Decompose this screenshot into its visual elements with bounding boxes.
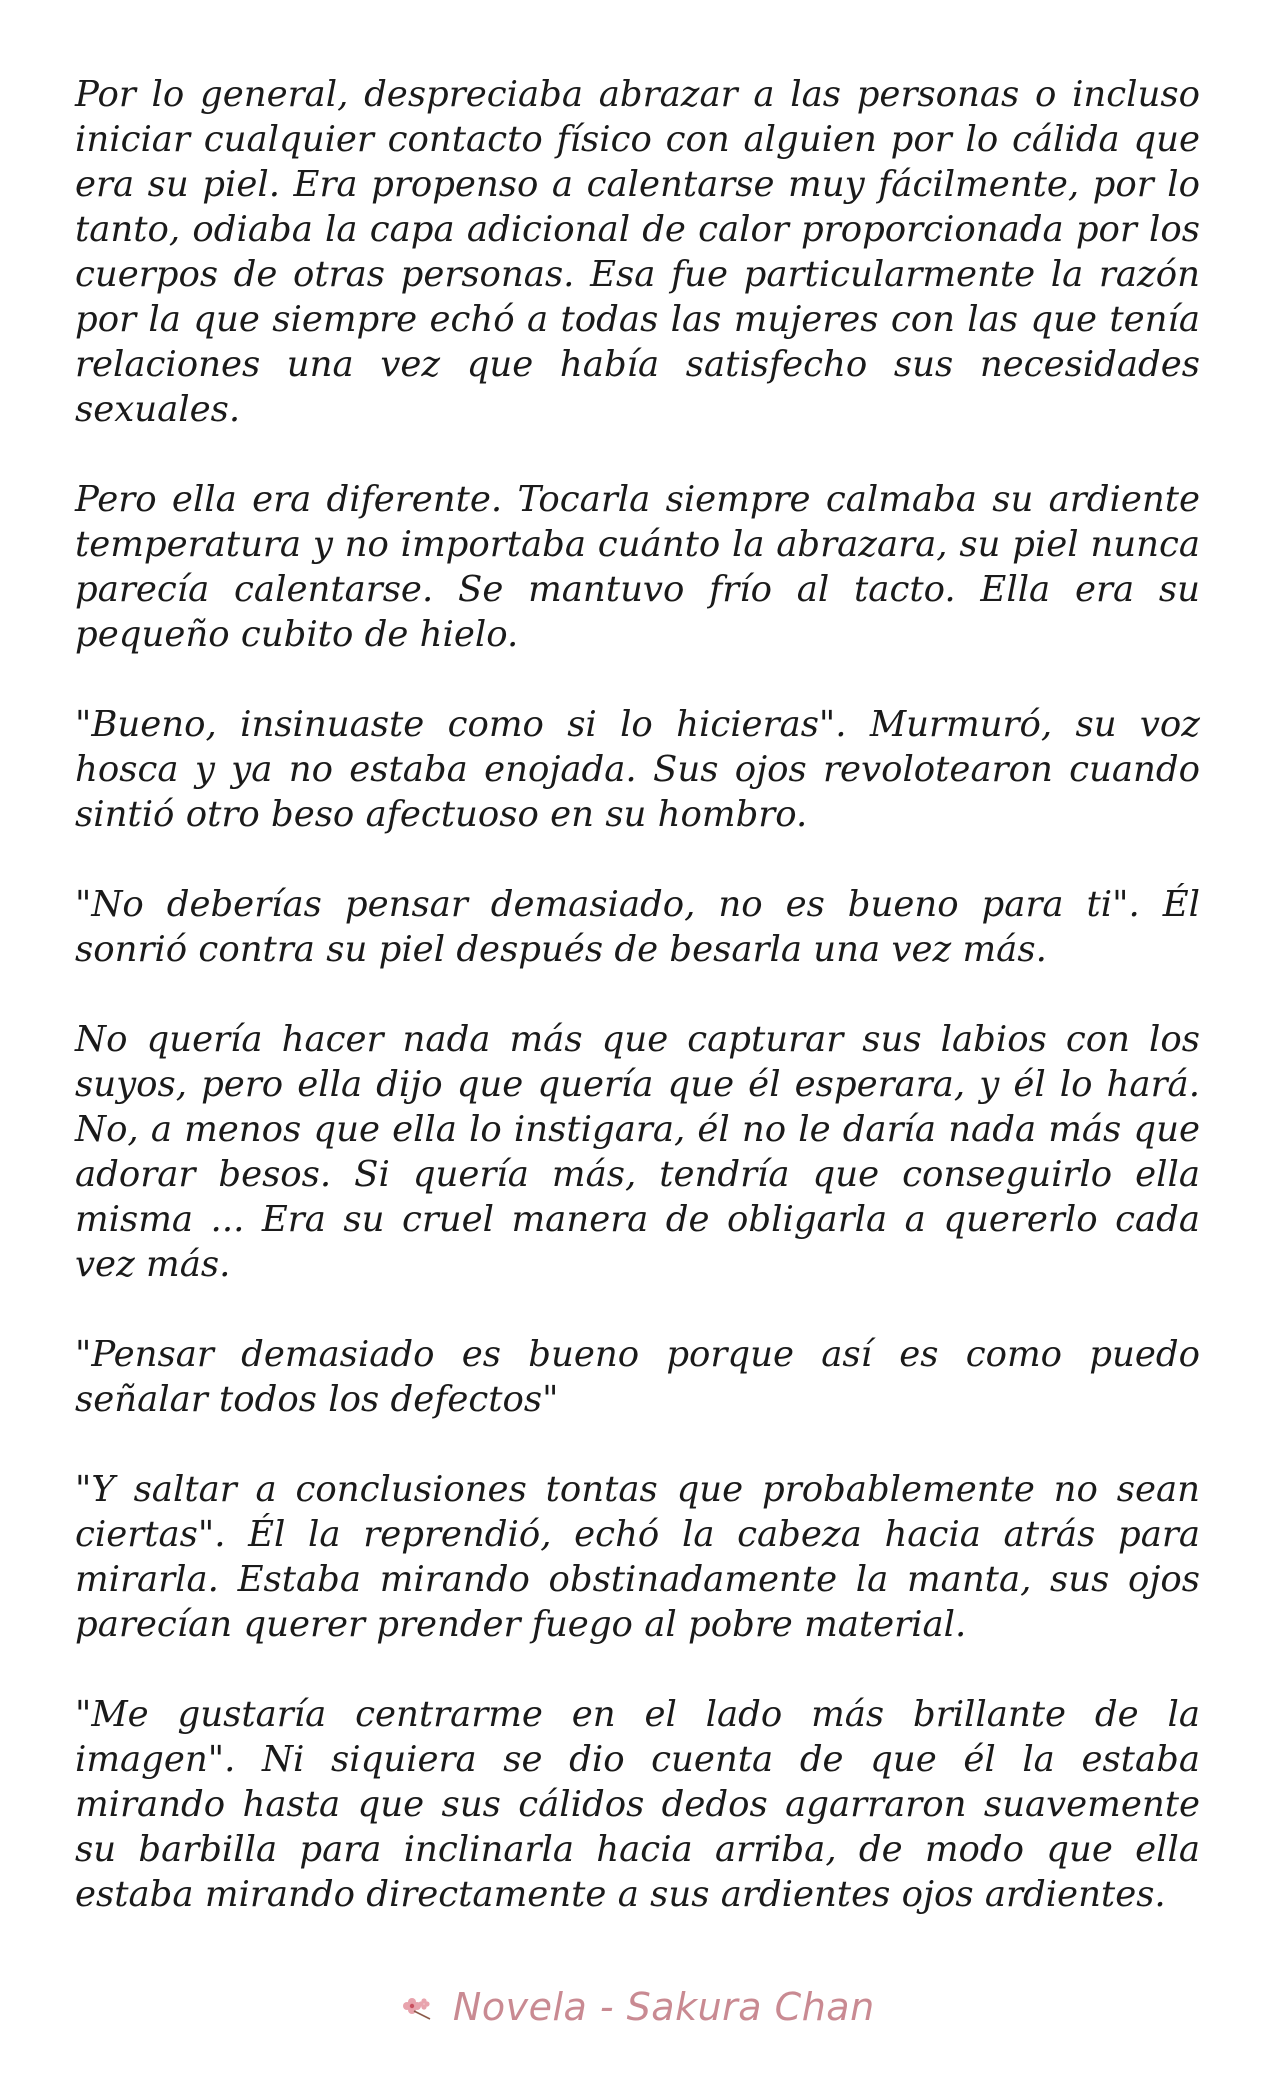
document-body [75, 72, 1200, 1962]
paragraph-5: No quería hacer nada más que capturar sus labios con los suyos, pero ella dijo que quería que él esperara, y él lo hará. No, a menos que ella lo instigara, él no le daría nada más que adorar besos. Si quería más, tendría que conseguirlo ella misma ... Era su cruel manera de obligarla a quererlo cada vez más. [75, 1019, 1200, 1285]
watermark-text: Novela - Sakura Chan [452, 1985, 875, 2029]
paragraph-1: Por lo general, despreciaba abrazar a las personas o incluso iniciar cualquier contacto físico con alguien por lo cálida que era su piel. Era propenso a calentarse muy fácilmente, por lo tanto, odiaba la capa adicional de calor proporcionada por los cuerpos de otras personas. Esa fue particularmente la razón por la que siempre echó a todas las mujeres con las que tenía relaciones una vez que había satisfecho sus necesidades sexuales. [75, 74, 1200, 430]
sakura-flower-icon [400, 1988, 434, 2032]
paragraph-3: "Bueno, insinuaste como si lo hicieras". Murmuró, su voz hosca y ya no estaba enojada. Sus ojos revolotearon cuando sintió otro beso afectuoso en su hombro. [75, 704, 1200, 835]
paragraph-8: "Me gustaría centrarme en el lado más brillante de la imagen". Ni siquiera se dio cuenta de que él la estaba mirando hasta que sus cálidos dedos agarraron suavemente su barbilla para inclinarla hacia arriba, de modo que ella estaba mirando directamente a sus ardientes ojos ardientes. [75, 1694, 1200, 1915]
paragraph-2: Pero ella era diferente. Tocarla siempre calmaba su ardiente temperatura y no importaba cuánto la abrazara, su piel nunca parecía calentarse. Se mantuvo frío al tacto. Ella era su pequeño cubito de hielo. [75, 479, 1200, 655]
paragraph-6: "Pensar demasiado es bueno porque así es como puedo señalar todos los defectos" [75, 1334, 1200, 1420]
paragraph-7: "Y saltar a conclusiones tontas que probablemente no sean ciertas". Él la reprendió, echó la cabeza hacia atrás para mirarla. Estaba mirando obstinadamente la manta, sus ojos parecían querer prender fuego al pobre material. [75, 1469, 1200, 1645]
watermark [0, 1985, 1275, 2032]
paragraph-4: "No deberías pensar demasiado, no es bueno para ti". Él sonrió contra su piel después de besarla una vez más. [75, 884, 1200, 970]
